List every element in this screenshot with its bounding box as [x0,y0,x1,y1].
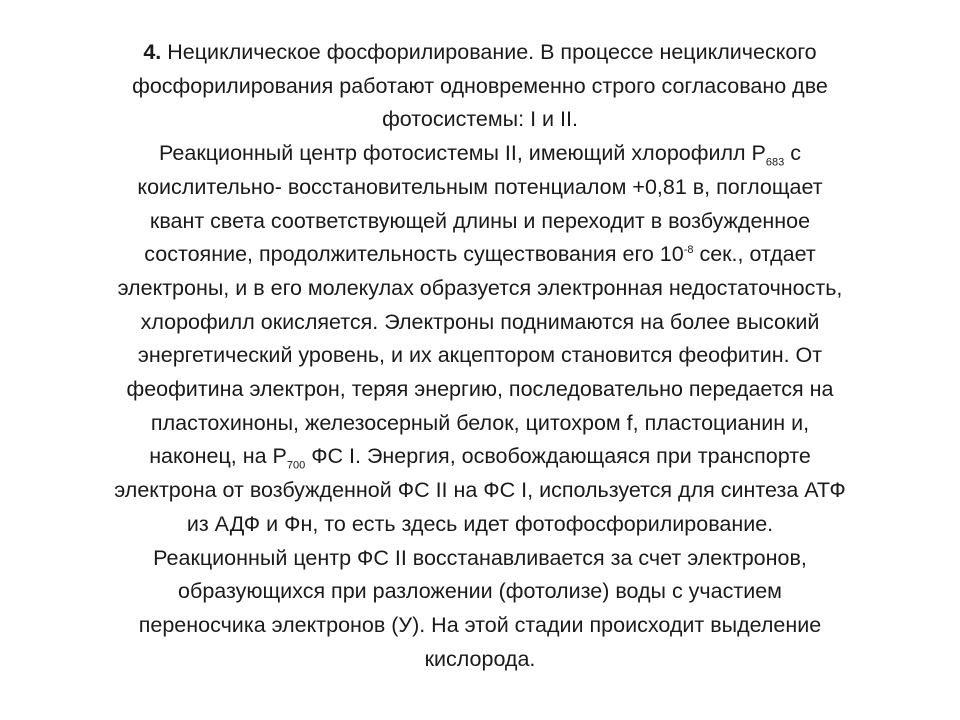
line-text: Реакционный центр фотосистемы II, имеющий хлорофилл Р [159,141,766,166]
text-line-2: фосфорилирования работают одновременно строго согласовано две [132,73,828,98]
text-line-6: квант света соответствующей длины и переходит в возбужденное [149,208,811,233]
text-line-4 [0,137,960,171]
text-line-14: электрона от возбужденной ФС II на ФС I, используется для синтеза АТФ [114,478,846,503]
text-line-1 [0,36,960,70]
text-line-16: Реакционный центр ФС II восстанавливается за счет электронов, [153,545,807,570]
text-line-3: фотосистемы: I и II. [382,107,578,132]
text-line-18: переносчика электронов (У). На этой стадии происходит выделение [138,612,822,637]
text-line-7 [0,238,960,272]
line-text-post: ФС I. Энергия, освобождающаяся при транспорте [305,444,811,469]
line-text-post: сек., отдает [693,242,816,267]
section-number: 4. [143,40,162,64]
text-line-15: из АДФ и Фн, то есть здесь идет фотофосфорилирование. [186,511,774,536]
superscript-exponent: -8 [683,244,694,257]
text-line-12: пластохиноны, железосерный белок, цитохром f, пластоцианин и, [150,410,810,435]
line-text: наконец, на Р [149,444,287,469]
text-line-19: кислорода. [424,646,536,671]
line-text: Нециклическое фосфорилирование. В процессе нециклического [161,40,817,64]
subscript-p683: 683 [765,156,785,169]
text-line-10: энергетический уровень, и их акцептором становится феофитин. От [137,343,823,368]
text-line-8: электроны, и в его молекулах образуется электронная недостаточность, [117,275,843,300]
text-line-13 [0,440,960,474]
text-line-17: образующихся при разложении (фотолизе) воды с участием [178,579,782,604]
line-text: состояние, продолжительность существования его 10 [144,242,684,267]
subscript-p700: 700 [286,459,306,472]
text-line-9: хлорофилл окисляется. Электроны поднимаются на более высокий [140,309,820,334]
text-line-5: коислительно- восстановительным потенциалом +0,81 в, поглощает [137,174,823,199]
line-text-post: с [784,141,801,166]
text-line-11: феофитина электрон, теряя энергию, последовательно передается на [126,377,834,402]
